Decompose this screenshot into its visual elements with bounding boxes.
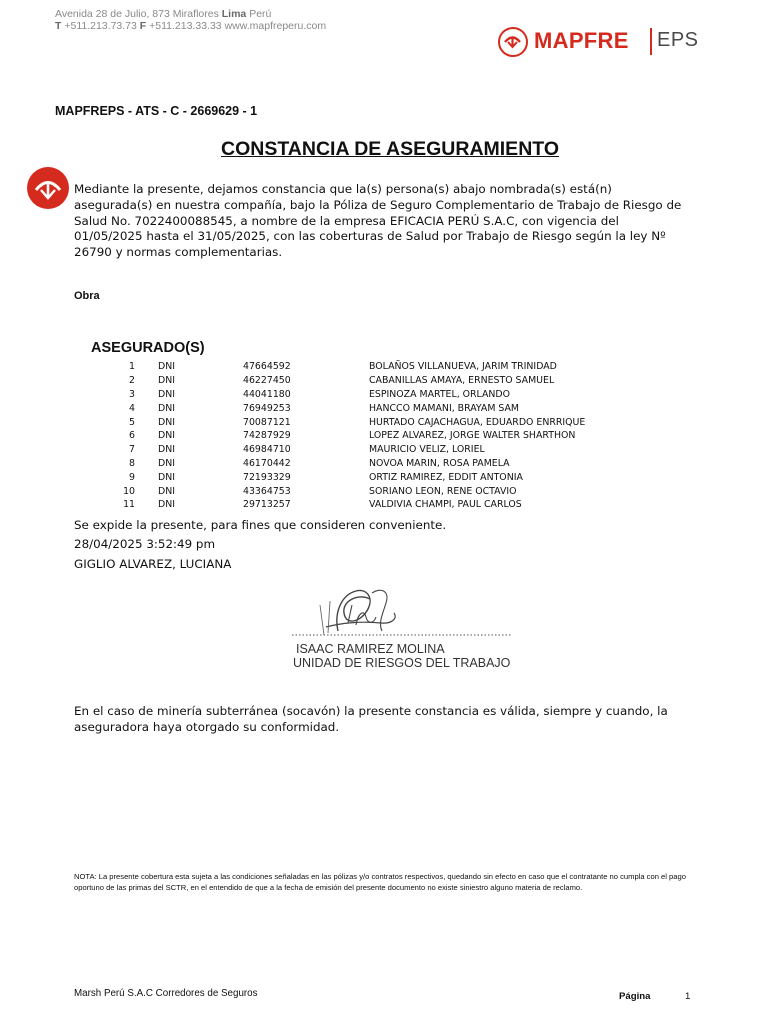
issuance-statement: Se expide la presente, para fines que consideren conveniente. — [74, 518, 447, 532]
intro-paragraph: Mediante la presente, dejamos constancia que la(s) persona(s) abajo nombrada(s) está(n) asegurada(s) en nuestra compañía, bajo la Póliza de Seguro Complementario de Trabajo de Riesgo de Salud No. 7022400088545, a nombre de la empresa EFICACIA PERÚ S.A.C, con vigencia del 01/05/2025 hasta el 31/05/2025, con las coberturas de Salud por Trabajo de Riesgo según la ley Nº 26790 y normas complementarias. — [74, 182, 682, 260]
insured-row — [100, 360, 585, 374]
row-number: 11 — [123, 499, 135, 511]
page-label: Página — [619, 991, 651, 1002]
insured-row — [100, 484, 585, 498]
document-number: 44041180 — [243, 388, 291, 400]
insured-row — [100, 415, 585, 429]
header-address: Avenida 28 de Julio, 873 Miraflores Lima Perú — [55, 8, 272, 20]
insured-name: ESPINOZA MARTEL, ORLANDO — [369, 388, 511, 400]
document-number: 70087121 — [243, 416, 291, 428]
insured-row — [100, 443, 585, 457]
insured-table — [100, 360, 585, 512]
document-number: 74287929 — [243, 430, 291, 442]
mapfre-eps-logo — [496, 26, 711, 58]
row-number: 3 — [129, 388, 135, 400]
website-link: www.mapfreperu.com — [224, 20, 327, 32]
insured-row — [100, 429, 585, 443]
document-type: DNI — [158, 416, 175, 428]
row-number: 6 — [129, 430, 135, 442]
insured-name: HANCCO MAMANI, BRAYAM SAM — [369, 402, 520, 414]
issuance-datetime: 28/04/2025 3:52:49 pm — [74, 537, 216, 551]
document-type: DNI — [158, 471, 175, 483]
document-number: 29713257 — [243, 499, 291, 511]
insured-name: VALDIVIA CHAMPI, PAUL CARLOS — [369, 499, 522, 511]
document-reference: MAPFREPS - ATS - C - 2669629 - 1 — [55, 104, 258, 118]
document-type: DNI — [158, 457, 175, 469]
row-number: 5 — [129, 416, 135, 428]
insured-row — [100, 374, 585, 388]
row-number: 9 — [129, 471, 135, 483]
insured-row — [100, 470, 585, 484]
signatory-unit: UNIDAD DE RIESGOS DEL TRABAJO — [293, 656, 511, 670]
issued-by: GIGLIO ALVAREZ, LUCIANA — [74, 557, 232, 571]
document-type: DNI — [158, 430, 175, 442]
insured-section-title: ASEGURADO(S) — [91, 340, 205, 356]
row-number: 4 — [129, 402, 135, 414]
document-number: 72193329 — [243, 471, 291, 483]
row-number: 2 — [129, 375, 135, 387]
document-type: DNI — [158, 402, 175, 414]
insured-name: SORIANO LEON, RENE OCTAVIO — [369, 485, 517, 497]
row-number: 7 — [129, 444, 135, 456]
document-title: CONSTANCIA DE ASEGURAMIENTO — [220, 138, 559, 160]
document-number: 43364753 — [243, 485, 291, 497]
legal-note: NOTA: La presente cobertura esta sujeta a las condiciones señaladas en las pólizas y/o contratos respectivos, quedando sin efecto en caso que el contratante no cumpla con el pago oportuno de las primas del SCTR, en el entendido de que a la fecha de emisión del presente documento no existe siniestro alguno materia de reclamo. — [74, 872, 686, 892]
document-number: 46984710 — [243, 444, 291, 456]
insured-name: NOVOA MARIN, ROSA PAMELA — [369, 457, 510, 469]
signatory-name: ISAAC RAMIREZ MOLINA — [296, 642, 445, 656]
insured-name: MAURICIO VELIZ, LORIEL — [369, 444, 485, 456]
footer-company: Marsh Perú S.A.C Corredores de Seguros — [74, 988, 258, 999]
row-number: 8 — [129, 457, 135, 469]
brand-divider — [650, 28, 652, 55]
handwritten-signature — [286, 583, 526, 643]
document-type: DNI — [158, 388, 175, 400]
brand-name: MAPFRE — [534, 28, 629, 53]
header-contact: T +511.213.73.73 F +511.213.33.33 www.mapfreperu.com — [55, 20, 327, 32]
insured-name: HURTADO CAJACHAGUA, EDUARDO ENRRIQUE — [369, 416, 586, 428]
brand-suffix: EPS — [657, 29, 699, 51]
insured-name: LOPEZ ALVAREZ, JORGE WALTER SHARTHON — [369, 430, 576, 442]
document-number: 47664592 — [243, 361, 291, 373]
document-type: DNI — [158, 361, 175, 373]
mapfre-emblem-icon — [498, 27, 528, 57]
insured-row — [100, 457, 585, 471]
insured-row — [100, 401, 585, 415]
row-number: 10 — [123, 485, 135, 497]
document-number: 46227450 — [243, 375, 291, 387]
document-number: 76949253 — [243, 402, 291, 414]
signature-block — [286, 583, 526, 678]
document-type: DNI — [158, 485, 175, 497]
mining-note: En el caso de minería subterránea (socavón) la presente constancia es válida, siempre y cuando, la aseguradora haya otorgado su conformidad. — [74, 704, 668, 734]
insured-name: ORTIZ RAMIREZ, EDDIT ANTONIA — [369, 471, 523, 483]
insured-row — [100, 388, 585, 402]
document-type: DNI — [158, 375, 175, 387]
insured-row — [100, 498, 585, 512]
insured-name: BOLAÑOS VILLANUEVA, JARIM TRINIDAD — [369, 361, 557, 373]
document-type: DNI — [158, 444, 175, 456]
obra-label: Obra — [74, 290, 100, 302]
document-number: 46170442 — [243, 457, 291, 469]
insured-name: CABANILLAS AMAYA, ERNESTO SAMUEL — [369, 375, 555, 387]
document-type: DNI — [158, 499, 175, 511]
page-number: 1 — [685, 991, 691, 1002]
mapfre-side-emblem-icon — [27, 167, 69, 209]
row-number: 1 — [129, 361, 135, 373]
